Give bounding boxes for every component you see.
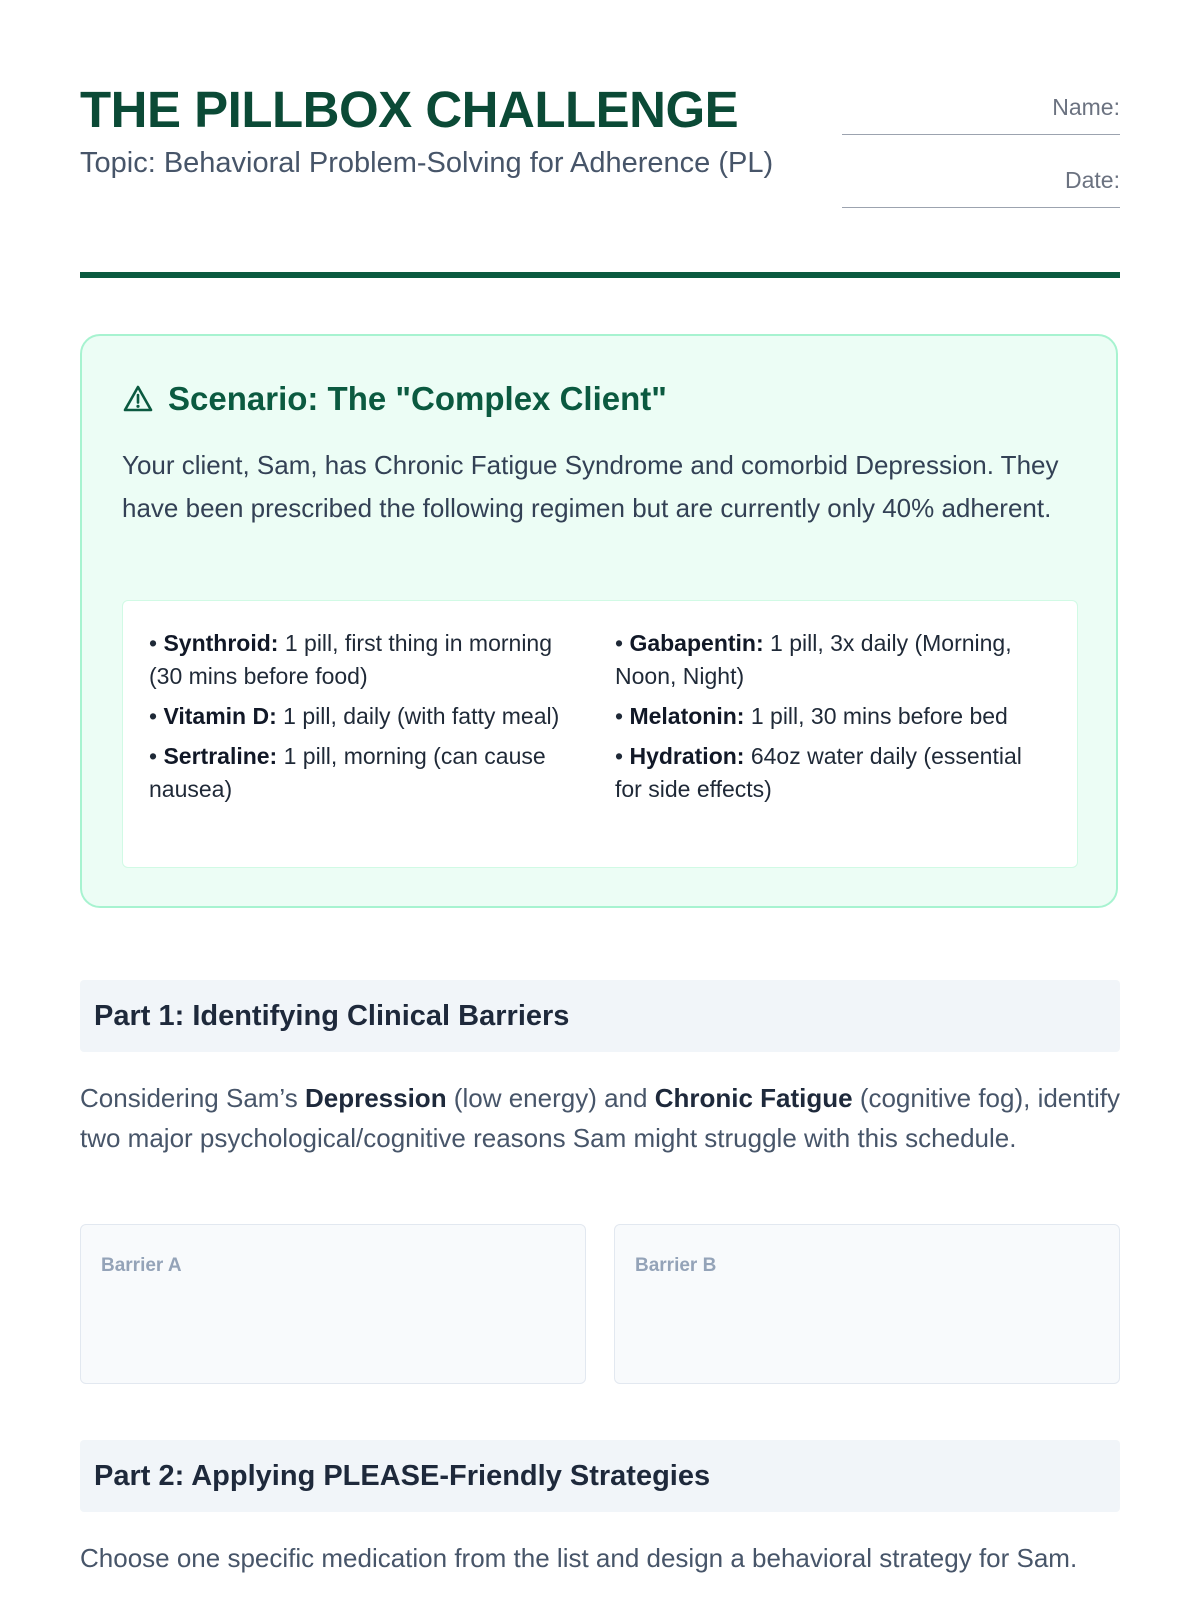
worksheet-header bbox=[80, 0, 1120, 282]
med-detail: 1 pill, 30 mins before bed bbox=[750, 703, 1008, 729]
scenario-card bbox=[80, 334, 1118, 908]
med-detail: 64oz water daily (essential for side effects) bbox=[615, 743, 1022, 802]
barrier-a-answer-box[interactable] bbox=[80, 1224, 586, 1384]
date-field[interactable] bbox=[840, 167, 1120, 240]
med-name: Melatonin: bbox=[629, 703, 745, 729]
part-1-bold-fatigue: Chronic Fatigue bbox=[654, 1083, 853, 1113]
med-name: Sertraline: bbox=[163, 743, 278, 769]
name-date-fields bbox=[840, 94, 1120, 240]
regimen-item: • Melatonin: 1 pill, 30 mins before bed bbox=[615, 703, 1008, 729]
med-detail: 1 pill, first thing in morning (30 mins before food) bbox=[149, 630, 553, 689]
scenario-heading bbox=[122, 380, 667, 418]
regimen-column-right bbox=[615, 627, 1051, 867]
part-1-text: Considering Sam’s bbox=[80, 1083, 305, 1113]
regimen-item: • Synthroid: 1 pill, first thing in morning (30 mins before food) bbox=[149, 630, 553, 689]
med-name: Hydration: bbox=[629, 743, 745, 769]
med-detail: 1 pill, 3x daily (Morning, Noon, Night) bbox=[615, 630, 1012, 689]
part-1-instructions bbox=[80, 1078, 1120, 1158]
regimen-item: • Vitamin D: 1 pill, daily (with fatty meal) bbox=[149, 703, 560, 729]
barrier-a-label: Barrier A bbox=[101, 1255, 182, 1276]
part-1-title: Part 1: Identifying Clinical Barriers bbox=[94, 999, 570, 1032]
scenario-title: Scenario: The "Complex Client" bbox=[168, 380, 667, 417]
regimen-item: • Hydration: 64oz water daily (essential for side effects) bbox=[615, 743, 1022, 802]
part-1-text: (low energy) and bbox=[446, 1083, 655, 1113]
scenario-description: Your client, Sam, has Chronic Fatigue Syndrome and comorbid Depression. They have been prescribed the following regimen but are currently only 40% adherent. bbox=[122, 450, 1059, 523]
date-line[interactable] bbox=[842, 207, 1120, 208]
med-name: Vitamin D: bbox=[163, 703, 277, 729]
topic-subtitle: Topic: Behavioral Problem-Solving for Adherence (PL) bbox=[80, 147, 774, 179]
part-2-title: Part 2: Applying PLEASE-Friendly Strategies bbox=[94, 1459, 711, 1492]
barrier-b-label: Barrier B bbox=[635, 1255, 717, 1276]
part-1-text: (cognitive fog), identify two major psychological/cognitive reasons Sam might struggle with this schedule. bbox=[80, 1083, 1120, 1153]
med-name: Synthroid: bbox=[163, 630, 279, 656]
part-2-instructions: Choose one specific medication from the list and design a behavioral strategy for Sam. bbox=[80, 1543, 1078, 1573]
part-1-heading bbox=[80, 980, 1120, 1052]
part-2-heading bbox=[80, 1440, 1120, 1512]
med-detail: 1 pill, morning (can cause nausea) bbox=[149, 743, 546, 802]
regimen-column-left bbox=[149, 627, 585, 867]
date-label: Date: bbox=[1065, 167, 1120, 193]
medication-regimen bbox=[122, 600, 1078, 868]
warning-triangle-icon bbox=[122, 383, 154, 415]
barrier-b-answer-box[interactable] bbox=[614, 1224, 1120, 1384]
name-line[interactable] bbox=[842, 134, 1120, 135]
part-1-bold-depression: Depression bbox=[304, 1083, 447, 1113]
regimen-item: • Gabapentin: 1 pill, 3x daily (Morning, Noon, Night) bbox=[615, 630, 1012, 689]
med-detail: 1 pill, daily (with fatty meal) bbox=[283, 703, 560, 729]
regimen-item: • Sertraline: 1 pill, morning (can cause nausea) bbox=[149, 743, 546, 802]
name-field[interactable] bbox=[840, 94, 1120, 167]
med-name: Gabapentin: bbox=[629, 630, 764, 656]
page-title: THE PILLBOX CHALLENGE bbox=[80, 81, 739, 138]
name-label: Name: bbox=[1052, 94, 1120, 120]
header-divider bbox=[80, 272, 1120, 278]
worksheet-page bbox=[80, 0, 1120, 1573]
